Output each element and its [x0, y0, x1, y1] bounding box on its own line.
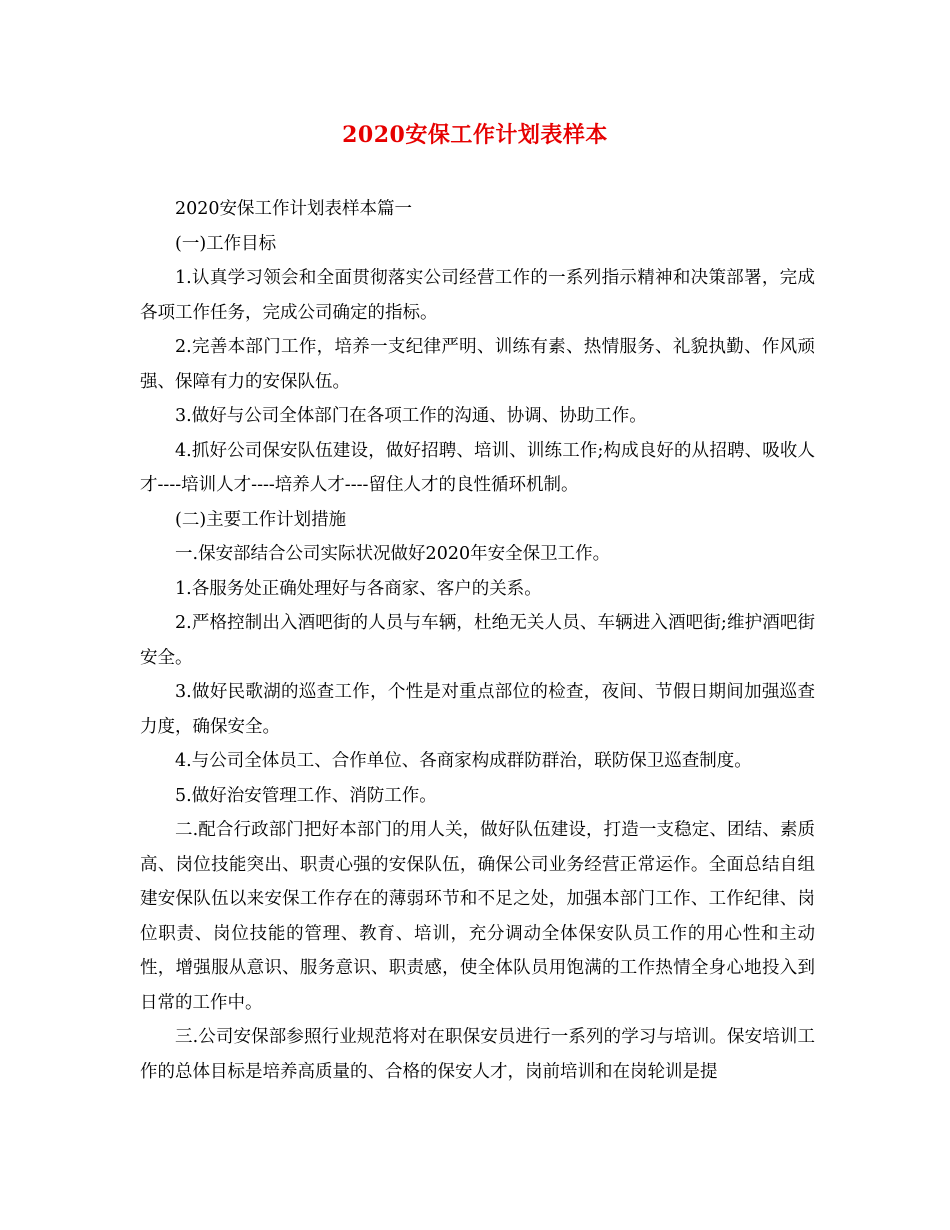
- paragraph: 一.保安部结合公司实际状况做好2020年安全保卫工作。: [175, 544, 611, 564]
- paragraph: 5.做好治安管理工作、消防工作。: [175, 785, 437, 806]
- paragraph: 4.与公司全体员工、合作单位、各商家构成群防群治，联防保卫巡查制度。: [175, 751, 752, 771]
- document-body: [140, 192, 815, 1089]
- paragraph-measures-heading: (二)主要工作计划措施: [175, 509, 347, 530]
- paragraph: 4.抓好公司保安队伍建设，做好招聘、培训、训练工作;构成良好的从招聘、吸收人才----培训人才----培养人才----留住人才的良性循环机制。: [140, 440, 815, 495]
- paragraph: 3.做好与公司全体部门在各项工作的沟通、协调、协助工作。: [175, 406, 647, 426]
- paragraph: 二.配合行政部门把好本部门的用人关，做好队伍建设，打造一支稳定、团结、素质高、岗位技能突出、职责心强的安保队伍，确保公司业务经营正常运作。全面总结自组建安保队伍以来安保工作存在的薄弱环节和不足之处，加强本部门工作、工作纪律、岗位职责、岗位技能的管理、教育、培训，充分调动全体保安队员工作的用心性和主动性，增强服从意识、服务意识、职责感，使全体队员用饱满的工作热情全身心地投入到日常的工作中。: [140, 820, 815, 1013]
- paragraph-section-heading: 2020安保工作计划表样本篇一: [175, 199, 413, 219]
- paragraph: 三.公司安保部参照行业规范将对在职保安员进行一系列的学习与培训。保安培训工作的总体目标是培养高质量的、合格的保安人才，岗前培训和在岗轮训是提: [140, 1027, 815, 1082]
- paragraph: 3.做好民歌湖的巡查工作，个性是对重点部位的检查，夜间、节假日期间加强巡查力度，确保安全。: [140, 682, 815, 737]
- paragraph: 2.严格控制出入酒吧街的人员与车辆，杜绝无关人员、车辆进入酒吧街;维护酒吧街安全。: [140, 613, 815, 668]
- paragraph-work-goals-heading: (一)工作目标: [175, 233, 277, 254]
- paragraph: 1.各服务处正确处理好与各商家、客户的关系。: [175, 578, 542, 599]
- document-title: 2020安保工作计划表样本: [342, 122, 608, 148]
- paragraph: 2.完善本部门工作，培养一支纪律严明、训练有素、热情服务、礼貌执勤、作风顽强、保障有力的安保队伍。: [140, 337, 815, 392]
- paragraph: 1.认真学习领会和全面贯彻落实公司经营工作的一系列指示精神和决策部署，完成各项工作任务，完成公司确定的指标。: [140, 268, 815, 323]
